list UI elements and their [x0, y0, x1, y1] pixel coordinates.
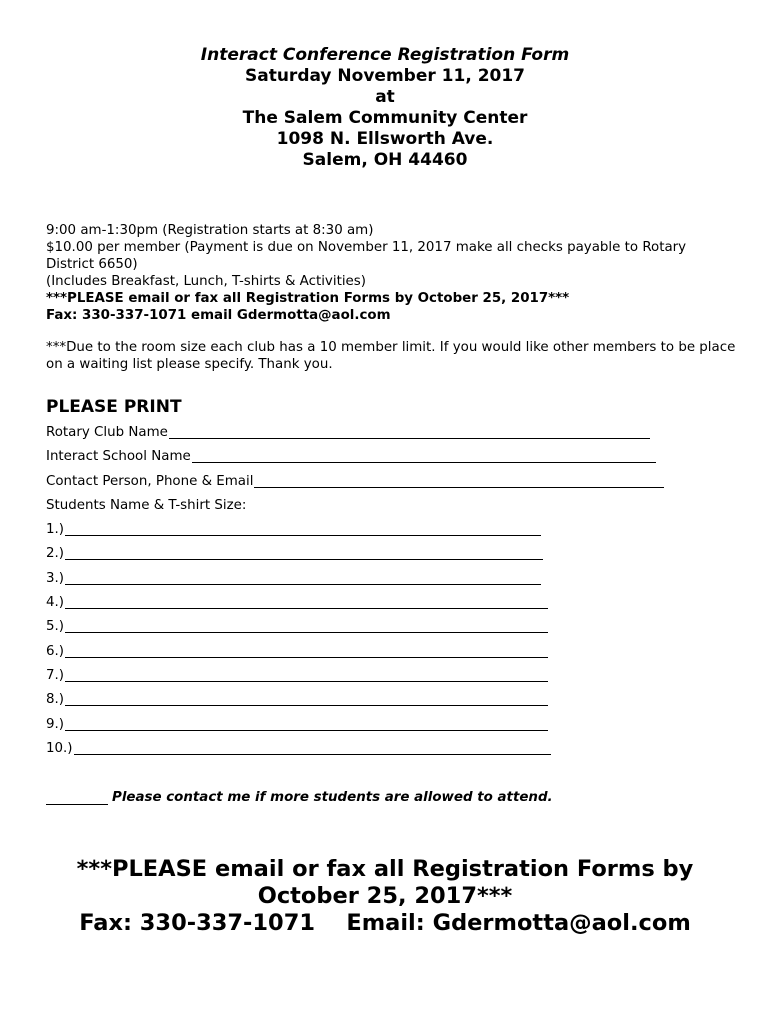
students-label: Students Name & T-shirt Size:	[46, 497, 247, 513]
footer-line-2: October 25, 2017***	[257, 883, 513, 909]
form-header	[0, 45, 770, 171]
student-row	[46, 570, 746, 594]
student-number: 1.)	[46, 522, 65, 538]
event-info	[46, 222, 736, 324]
interact-school-input-line[interactable]	[192, 448, 656, 463]
student-input-line[interactable]	[65, 716, 548, 731]
student-number: 7.)	[46, 667, 65, 683]
footer-notice	[0, 856, 770, 937]
registration-fields	[46, 424, 746, 764]
footer-line-3: Fax: 330-337-1071 Email: Gdermotta@aol.com	[79, 910, 691, 936]
event-venue: The Salem Community Center	[242, 108, 528, 128]
students-label-row	[46, 497, 746, 521]
student-input-line[interactable]	[65, 545, 543, 560]
contact-person-field	[46, 473, 746, 497]
student-row	[46, 594, 746, 618]
form-title: Interact Conference Registration Form	[200, 45, 570, 65]
field-label: Interact School Name	[46, 449, 191, 465]
student-row	[46, 618, 746, 642]
student-number: 4.)	[46, 595, 65, 611]
event-time: 9:00 am-1:30pm (Registration starts at 8:30 am)	[46, 223, 374, 238]
more-students-text: Please contact me if more students are allowed to attend.	[112, 790, 553, 805]
student-input-line[interactable]	[65, 570, 541, 585]
student-number: 2.)	[46, 546, 65, 562]
please-print-heading: PLEASE PRINT	[46, 397, 182, 417]
more-students-row	[46, 790, 553, 805]
event-at: at	[375, 87, 395, 107]
student-number: 3.)	[46, 570, 65, 586]
student-number: 9.)	[46, 716, 65, 732]
field-label: Rotary Club Name	[46, 425, 168, 440]
student-row	[46, 545, 746, 569]
deadline-notice: ***PLEASE email or fax all Registration Forms by October 25, 2017***	[46, 291, 570, 306]
student-row	[46, 667, 746, 691]
student-input-line[interactable]	[65, 594, 548, 609]
student-row	[46, 740, 746, 764]
student-input-line[interactable]	[65, 643, 548, 658]
student-number: 8.)	[46, 692, 65, 708]
student-row	[46, 521, 746, 545]
student-input-line[interactable]	[65, 667, 548, 682]
rotary-club-field	[46, 424, 746, 448]
student-row	[46, 643, 746, 667]
interact-school-field	[46, 448, 746, 472]
student-row	[46, 691, 746, 715]
contact-info: Fax: 330-337-1071 email Gdermotta@aol.com	[46, 308, 391, 323]
student-number: 10.)	[46, 740, 73, 756]
event-city: Salem, OH 44460	[302, 150, 468, 170]
contact-person-input-line[interactable]	[254, 473, 664, 488]
student-input-line[interactable]	[74, 740, 551, 755]
student-row	[46, 716, 746, 740]
event-includes: (Includes Breakfast, Lunch, T-shirts & Activities)	[46, 274, 366, 289]
field-label: Contact Person, Phone & Email	[46, 473, 254, 489]
event-street: 1098 N. Ellsworth Ave.	[276, 129, 494, 149]
student-number: 6.)	[46, 643, 65, 659]
student-input-line[interactable]	[65, 521, 541, 536]
student-number: 5.)	[46, 619, 65, 635]
footer-line-1: ***PLEASE email or fax all Registration Forms by	[76, 856, 694, 882]
member-limit-note: ***Due to the room size each club has a 10 member limit. If you would like other members to be place on a waiting list please specify. Thank you.	[46, 340, 736, 372]
event-date: Saturday November 11, 2017	[244, 66, 526, 86]
rotary-club-input-line[interactable]	[169, 424, 650, 439]
student-input-line[interactable]	[65, 618, 548, 633]
student-input-line[interactable]	[65, 691, 548, 706]
more-students-check-line[interactable]	[46, 790, 108, 805]
event-price: $10.00 per member (Payment is due on November 11, 2017 make all checks payable to Rotary District 6650)	[46, 240, 687, 272]
